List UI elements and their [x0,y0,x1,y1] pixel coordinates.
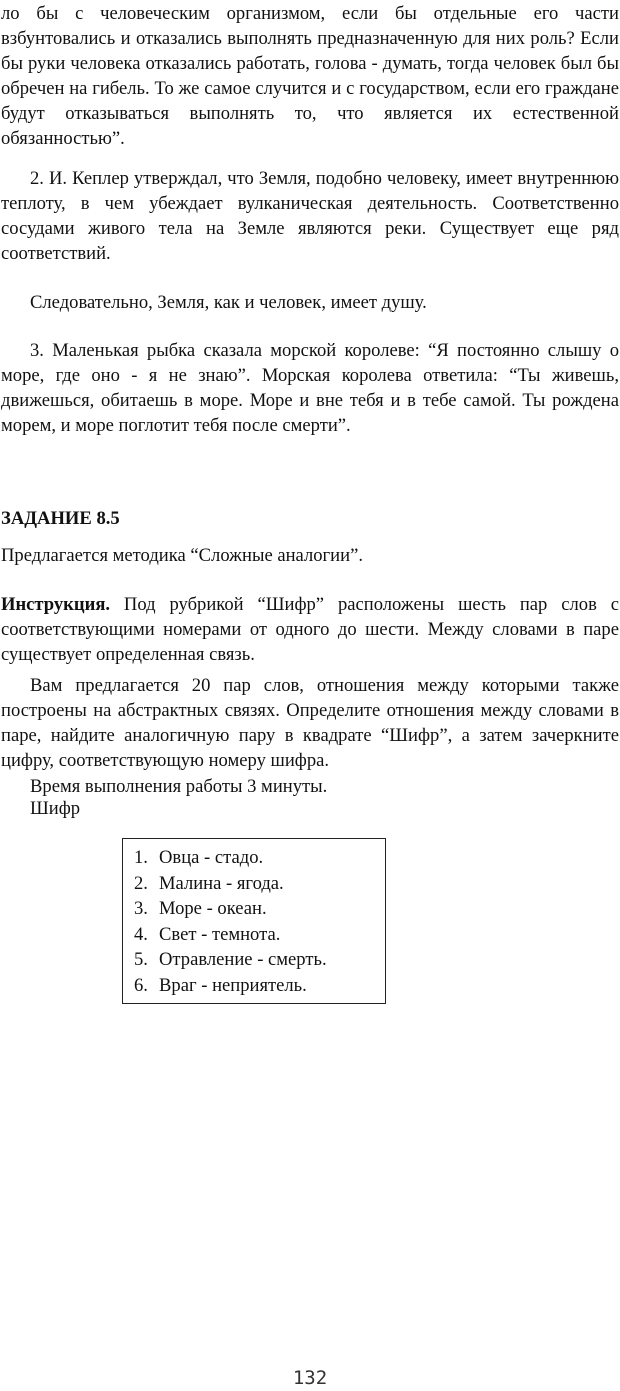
paragraph-state-analogy: ло бы с человеческим организмом, если бы отдельные его части взбунтовались и отказались выполнять предназначенную для них роль? Если бы руки человека отказались работать, голова - думать, тогда человек был бы обречен на гибель. То же самое случится и с государством, если его граждане будут отказываться выполнять то, что является их естественной обязанностью”. [1,3,619,149]
cipher-item [134,947,327,973]
task-heading: ЗАДАНИЕ 8.5 [1,508,120,529]
cipher-item-number: 3. [134,898,148,920]
cipher-item-text: Свет - темнота. [159,923,281,945]
cipher-item-number: 6. [134,974,148,996]
instruction-paragraph [1,592,619,667]
cipher-item [134,973,327,999]
cipher-item [134,896,327,922]
task-intro: Предлагается методика “Сложные аналогии”. [1,545,363,566]
cipher-box [122,838,386,1004]
instruction-label: Инструкция. [1,594,111,615]
cipher-item-number: 1. [134,847,148,868]
cipher-item-text: Отравление - смерть. [159,949,327,971]
cipher-label: Шифр [30,798,81,819]
page-number: 132 [292,1367,328,1389]
instruction-text: Под рубрикой “Шифр” расположены шесть пар слов с соответствующими номерами от одного до шести. Между словами в паре существует определенная связь. [1,594,619,665]
cipher-list [134,845,327,999]
cipher-item [134,922,327,948]
cipher-item-text: Малина - ягода. [159,872,284,894]
instruction-paragraph-2: Вам предлагается 20 пар слов, отношения между которыми также построены на абстрактных связях. Определите отношения между словами в паре, найдите аналогичную пару в квадрате “Шифр”, а затем зачеркните цифру, соответствующую номеру шифра. [1,675,619,771]
cipher-item-text: Море - океан. [159,898,267,920]
cipher-item-number: 5. [134,949,148,971]
cipher-item-number: 2. [134,872,148,894]
time-limit-line: Время выполнения работы 3 минуты. [30,776,328,797]
cipher-item-text: Овца - стадо. [159,847,264,868]
cipher-item-number: 4. [134,923,148,945]
paragraph-fish-story: 3. Маленькая рыбка сказала морской королеве: “Я постоянно слышу о море, где оно - я не знаю”. Морская королева ответила: “Ты живешь, движешься, обитаешь в море. Море и вне тебя и в тебе самой. Ты рождена морем, и море поглотит тебя после смерти”. [1,340,619,436]
cipher-item-text: Враг - неприятель. [159,974,307,996]
paragraph-kepler: 2. И. Кеплер утверждал, что Земля, подобно человеку, имеет внутреннюю теплоту, в чем убеждает вулканическая деятельность. Соответственно сосудами живого тела на Земле являются реки. Существует еще ряд соответствий. [1,168,619,264]
paragraph-conclusion: Следовательно, Земля, как и человек, имеет душу. [30,292,427,313]
cipher-item [134,845,327,871]
cipher-item [134,871,327,897]
